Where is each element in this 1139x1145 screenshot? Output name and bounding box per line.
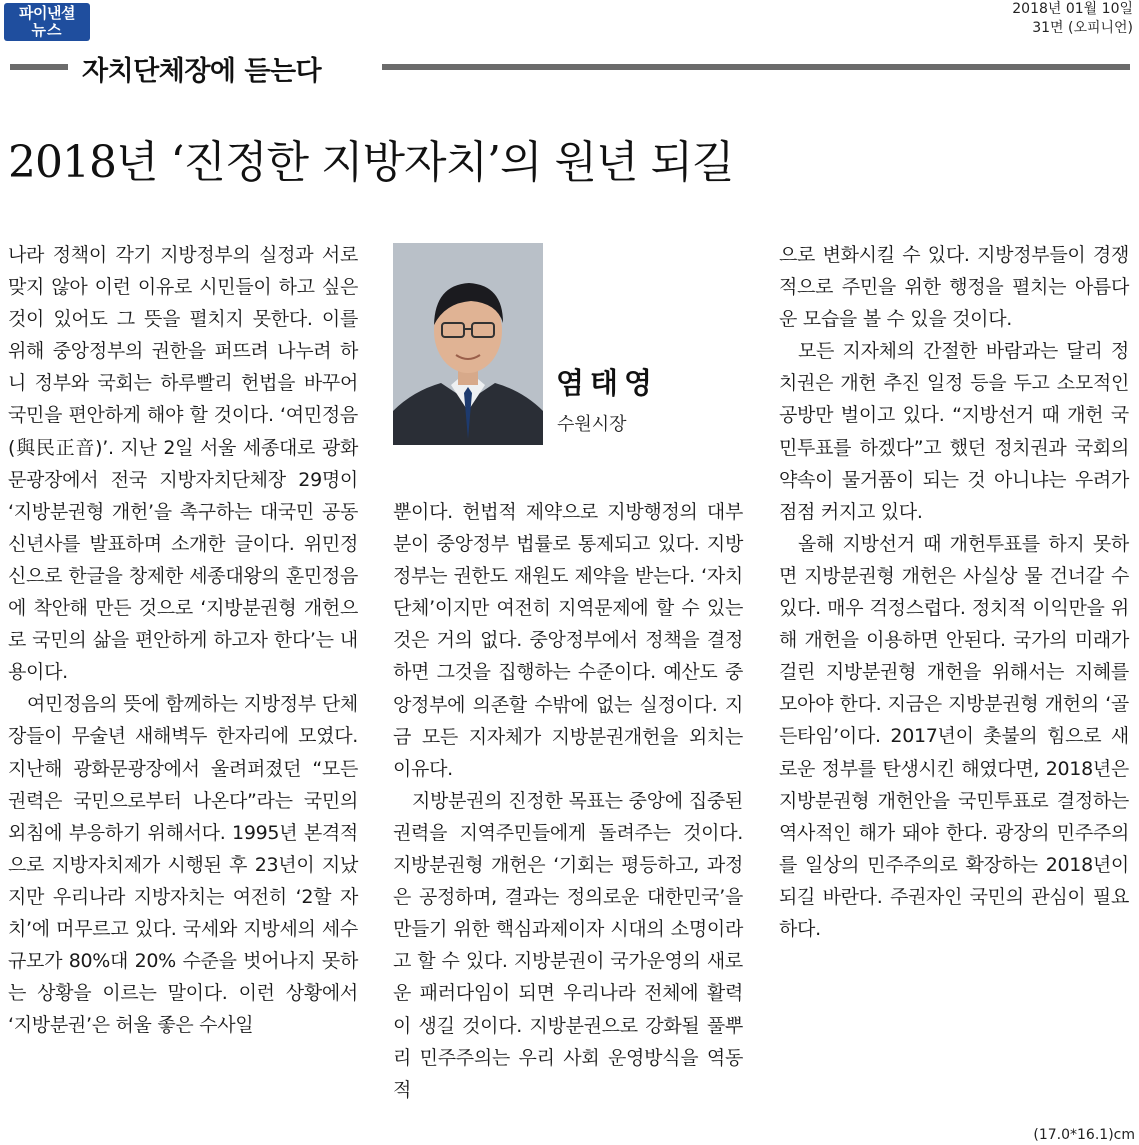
paragraph: 뿐이다. 헌법적 제약으로 지방행정의 대부분이 중앙정부 법률로 통제되고 있다. 지방정부는 권한도 재원도 제약을 받는다. ‘자치단체’이지만 여전히 지역문제에 할 수 있는 것은 거의 없다. 중앙정부에서 정책을 결정하면 그것을 집행하는 수준이다. 예산도 중앙정부에 의존할 수밖에 없는 실정이다. 지금 모든 지자체가 지방분권개헌을 외치는 이유다. [393,501,743,780]
paragraph: 지방분권의 진정한 목표는 중앙에 집중된 권력을 지역주민들에게 돌려주는 것이다. 지방분권형 개헌은 ‘기회는 평등하고, 과정은 공정하며, 결과는 정의로운 대한민국’을 만들기 위한 핵심과제이자 시대의 소명이라고 할 수 있다. 지방분권이 국가운영의 새로운 패러다임이 되면 우리나라 전체에 활력이 생길 것이다. 지방분권으로 강화될 풀뿌리 민주주의는 우리 사회 운영방식을 역동적 [393,789,743,1101]
article-headline: 2018년 ‘진정한 지방자치’의 원년 되길 [8,137,734,188]
paragraph: 모든 지자체의 간절한 바람과는 달리 정치권은 개헌 추진 일정 등을 두고 소모적인 공방만 벌이고 있다. “지방선거 때 개헌 국민투표를 하겠다”고 했던 정치권과 국회의 약속이 물거품이 되는 것 아니냐는 우려가 점점 커지고 있다. [779,340,1129,523]
article-column-1 [8,239,358,1041]
logo-line-2: 뉴스 [31,21,63,39]
article-size-note: (17.0*16.1)cm [1033,1127,1135,1143]
newspaper-logo [4,3,90,41]
author-photo [393,243,543,445]
paragraph: 나라 정책이 각기 지방정부의 실정과 서로 맞지 않아 이런 이유로 시민들이 하고 싶은 것이 있어도 그 뜻을 펼치지 못한다. 이를 위해 중앙정부의 권한을 퍼뜨려 나누려 하니 정부와 국회는 하루빨리 헌법을 바꾸어 국민을 편안하게 해야 할 것이다. ‘여민정음(與民正音)’. 지난 2일 서울 세종대로 광화문광장에서 전국 지방자치단체장 29명이 ‘지방분권형 개헌’을 촉구하는 대국민 공동 신년사를 발표하며 소개한 글이다. 위민정신으로 한글을 창제한 세종대왕의 훈민정음에 착안해 만든 것으로 ‘지방분권형 개헌으로 국민의 삶을 편안하게 하고자 한다’는 내용이다. [8,244,358,684]
section-label: 자치단체장에 듣는다 [82,56,322,87]
paragraph: 으로 변화시킬 수 있다. 지방정부들이 경쟁적으로 주민을 위한 행정을 펼치는 아름다운 모습을 볼 수 있을 것이다. [779,244,1129,331]
section-header [10,48,1130,86]
paragraph: 여민정음의 뜻에 함께하는 지방정부 단체장들이 무술년 새해벽두 한자리에 모였다. 지난해 광화문광장에서 울려퍼졌던 “모든 권력은 국민으로부터 나온다”라는 국민의 외침에 부응하기 위해서다. 1995년 본격적으로 지방자치제가 시행된 후 23년이 지났지만 우리나라 지방자치는 여전히 ‘2할 자치’에 머무르고 있다. 국세와 지방세의 세수 규모가 80%대 20% 수준을 벗어나지 못하는 상황을 이르는 말이다. 이런 상황에서 ‘지방분권’은 허울 좋은 수사일 [8,693,358,1037]
article-column-2 [393,496,743,1106]
page-number: 31면 (오피니언) [1032,20,1133,36]
logo-line-1: 파이낸셜 [19,4,75,22]
publish-date: 2018년 01월 10일 [1012,1,1133,17]
section-rule-right [382,64,1130,70]
section-rule-left [10,64,68,70]
article-column-3 [779,239,1129,945]
date-info [1012,0,1133,38]
paragraph: 올해 지방선거 때 개헌투표를 하지 못하면 지방분권형 개헌은 사실상 물 건너갈 수 있다. 매우 걱정스럽다. 정치적 이익만을 위해 개헌을 이용하면 안된다. 국가의 미래가 걸린 지방분권형 개헌을 위해서는 지혜를 모아야 한다. 지금은 지방분권형 개헌의 ‘골든타임’이다. 2017년이 촛불의 힘으로 새로운 정부를 탄생시킨 해였다면, 2018년은 지방분권형 개헌안을 국민투표로 결정하는 역사적인 해가 돼야 한다. 광장의 민주주의를 일상의 민주주의로 확장하는 2018년이 되길 바란다. 주권자인 국민의 관심이 필요하다. [779,532,1129,940]
author-name: 염태영 [556,366,659,400]
author-title: 수원시장 [557,414,627,435]
portrait-image [393,243,543,445]
